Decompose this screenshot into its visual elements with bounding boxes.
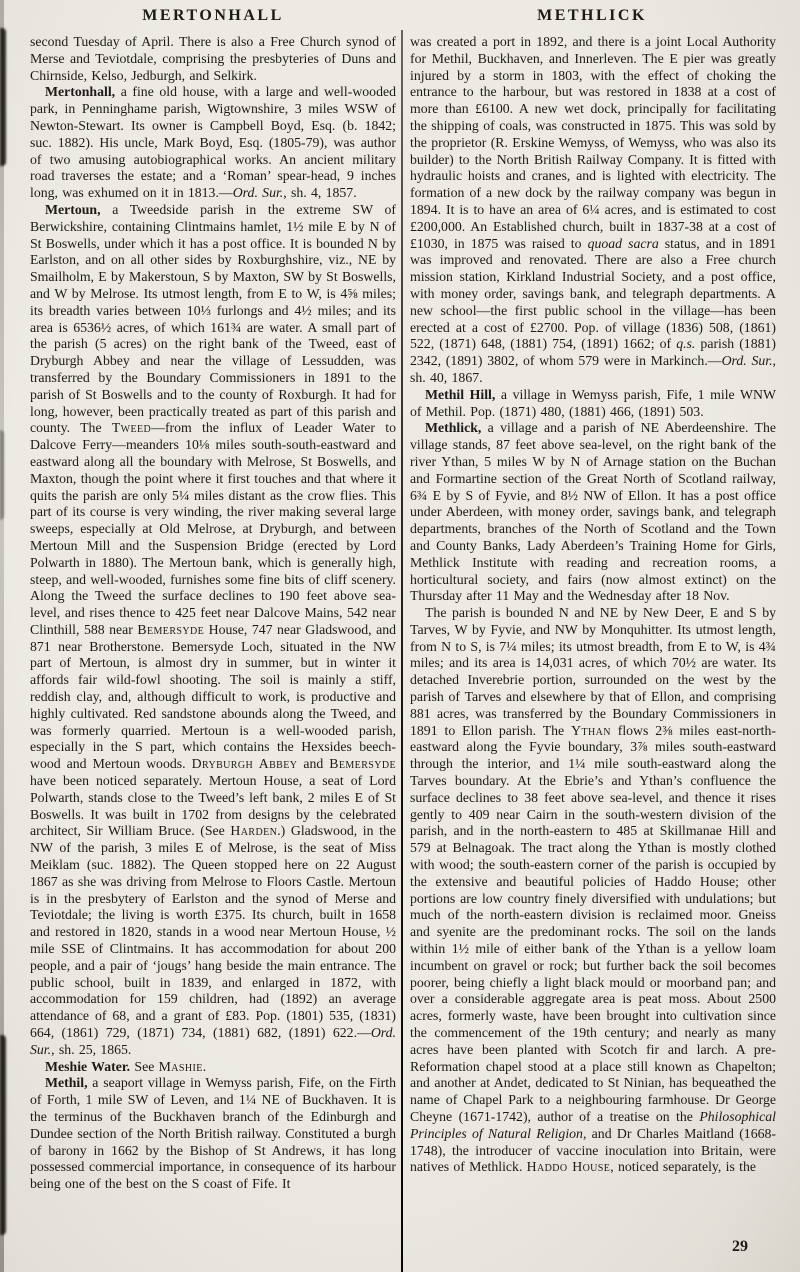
text-run: —from the influx of Leader Water to Dalcove Ferry—meanders 10⅛ miles south-south-eastward and eastward along all the boundary with Melrose, St Boswells, and Maxton, though the point where it first touches and that where it quits the parish are only 5¼ miles distant as the crow flies. This part of its course is very winding, the river making several large sweeps, especially at Old Melrose, at Dryburgh, and between Mertoun Mill and the Suspension Bridge (erected by Lord Polwarth in 1880). The Mertoun bank, which is generally high, steep, and well-wooded, furnishes some fine bits of cliff scenery. Along the Tweed the surface declines to 190 feet above sea-level, and rises thence to 425 feet near Dalcove Mains, 542 near Clinthill, 588 near bbox=[30, 420, 396, 637]
text-run: Mertoun, bbox=[45, 201, 101, 217]
text-run: quoad sacra bbox=[587, 235, 659, 251]
text-run: status, and in 1891 was improved and renovated. There are also a Free church mission station, Kirkland Industrial Society, and a post office, with money order, savings bank, and telegraph departments. A new school—the first public school in the village—has been erected at a cost of £2700. Pop. of village (1836) 508, (1861) 522, (1871) 648, (1881) 754, (1891) 1662; of bbox=[410, 235, 776, 352]
text-run: , sh. 25, 1865. bbox=[51, 1041, 132, 1057]
text-run: was created a port in 1892, and there is a joint Local Authority for Methil, Buckhaven, and Innerleven. The E pier was greatly injured by a storm in 1803, with the effect of choking the entrance to the harbour, but was restored in 1838 at a cost of more than £6100. A new wet dock, principally for facilitating the shipping of coals, was constructed in 1875. This was sold by the proprietor (R. Erskine Wemyss, of Wemyss, who was also its builder) to the North British Railway Company. It is fitted with hydraulic hoists and cranes, and is lighted with electricity. The formation of a new dock by the railway company was begun in 1894. It is to have an area of 6¼ acres, and is estimated to cost £200,000. An Established church, built in 1837-38 at a cost of £1030, in 1875 was raised to bbox=[410, 34, 776, 251]
entry-meshie-water bbox=[30, 1059, 396, 1076]
entry-mertonhall bbox=[30, 84, 396, 202]
text-run: a village and a parish of NE Aberdeenshire. The village stands, 87 feet above sea-level, on the right bank of the river Ythan, 5 miles W by N of Arnage station on the Buchan and Formartine section of the Great North of Scotland railway, 6¾ E by S of Fyvie, and 8½ NW of Ellon. It has a post office under Aberdeen, with money order, savings bank, and telegraph departments, branches of the North of Scotland and the Town and County Banks, Lady Aberdeen’s Training Home for Girls, Methlick Institute with reading and recreation rooms, a horticultural society, and fairs (now almost extinct) on the Thursday after 11 May and the Wednesday after 18 Nov. bbox=[410, 420, 776, 604]
text-run: Ord. Sur. bbox=[30, 1025, 396, 1057]
text-run: Bemersyde bbox=[329, 756, 396, 772]
text-run: Ord. Sur. bbox=[232, 185, 284, 201]
text-run: a fine old house, with a large and well-wooded park, in Penninghame parish, Wigtownshire, 3 miles WSW of Newton-Stewart. Its owner is Campbell Boyd, Esq. (b. 1842; suc. 1882). His uncle, Mark Boyd, Esq. (1805-79), was author of two amusing autobiographical works. An ancient military road traverses the estate; and a ‘Roman’ spear-head, 9 inches long, was exhumed on it in 1813.— bbox=[30, 84, 396, 201]
entry-methil bbox=[30, 1075, 396, 1193]
text-run: Haddo House bbox=[526, 1159, 611, 1175]
page-number: 29 bbox=[732, 1238, 748, 1255]
text-run: Mashie bbox=[158, 1058, 203, 1074]
text-run: parish (1881) 2342, (1891) 3802, of whom 579 were in Markinch.— bbox=[410, 336, 776, 369]
text-run: a seaport village in Wemyss parish, Fife, on the Firth of Forth, 1 mile SW of Leven, and 1¼ NE of Buckhaven. It is the terminus of the Buckhaven branch of the Edinburgh and Dundee section of the North British railway. Constituted a burgh of barony in 1662 by the Bishop of St Andrews, it has long possessed commercial importance, in consequence of its harbour being one of the best on the S coast of Fife. It bbox=[30, 1075, 396, 1192]
column-left bbox=[30, 34, 396, 1266]
text-run: The parish is bounded N and NE by New Deer, E and S by Tarves, W by Fyvie, and NW by Monquhitter. Its utmost length, from N to S, is 7¼ miles; its utmost breadth, from E to W, is 4¾ miles; and its area is 14,031 acres, of which 70½ are water. Its detached Inverebrie portion, surrounded on the west by the parish of Tarves and elsewhere by that of Ellon, and comprising 881 acres, was transferred by the Boundary Commissioners in 1891 to Ellon parish. The bbox=[410, 605, 776, 738]
column-divider bbox=[401, 30, 403, 1272]
text-run: Philosophical Principles of Natural Religion bbox=[410, 1109, 776, 1141]
continuation-mertonhall-presbytery bbox=[30, 34, 396, 84]
text-run: , sh. 40, 1867. bbox=[410, 353, 776, 385]
text-run: , sh. 4, 1857. bbox=[283, 185, 357, 201]
running-head-left: MERTONHALL bbox=[142, 7, 284, 24]
text-run: See bbox=[130, 1058, 159, 1074]
text-run: , noticed separately, is the bbox=[610, 1159, 756, 1175]
entry-methlick bbox=[410, 420, 776, 605]
text-run: House, 747 near Gladswood, and 871 near Brotherstone. Bemersyde Loch, situated in the NW part of Mertoun, is almost dry in summer, but in winter it affords fair wild-fowl shooting. The soil is mainly a stiff, reddish clay, and, although difficult to work, is productive and highly cultivated. Red sandstone abounds along the Tweed, and was formerly quarried. Mertoun is a well-wooded parish, especially in the S part, which contains the Hexsides beech-wood and Mertoun woods. bbox=[30, 621, 396, 772]
scan-smudge-top bbox=[0, 28, 6, 166]
methlick-parish-paragraph bbox=[410, 605, 776, 1176]
text-run: Dryburgh Abbey bbox=[191, 756, 298, 772]
text-run: a Tweedside parish in the extreme SW of Berwickshire, containing Clintmains hamlet, 1½ mile E by N of St Boswells, under which it has a post office. It is bounded N by Earlston, and on all other sides by Roxburghshire, viz., NE by Smailholm, E by Makerstoun, S by Maxton, SW by St Boswells, and W by Melrose. Its utmost length, from E to W, is 4⅝ miles; its breadth varies between 10⅓ furlongs and 4½ miles; and its area is 6536½ acres, of which 161¾ are water. A small part of the parish (5 acres) on the right bank of the Tweed, east of Dryburgh Abbey and near the village of Lessudden, was transferred by the Boundary Commissioners in 1891 to the parish of St Boswells and to the county of Roxburgh. It had for long, however, been practically treated as part of this parish and county. The bbox=[30, 201, 396, 436]
text-run: Mertonhall, bbox=[45, 84, 116, 100]
text-run: , and Dr Charles Maitland (1668-1748), the introducer of vaccine inoculation into Britain, were natives of Methlick. bbox=[410, 1125, 776, 1175]
text-run: . bbox=[202, 1058, 207, 1074]
text-run: Tweed bbox=[111, 420, 152, 436]
text-run: Bemersyde bbox=[137, 621, 205, 637]
text-run: .) Gladswood, in the NW of the parish, 3 miles E of Melrose, is the seat of Miss Meiklam (suc. 1882). The Queen stopped here on 22 August 1867 as she was driving from Melrose to Floors Castle. Mertoun is in the presbytery of Earlston and the synod of Merse and Teviotdale; the living is worth £375. Its church, built in 1658 and restored in 1820, stands in a wood near Mertoun House, ½ mile SSE of Clintmains. It has accommodation for about 200 people, and a pair of ‘jougs’ hang beside the main entrance. The public school, built in 1839, and enlarged in 1872, with accommodation for 159 children, had (1892) an average attendance of 68, and a grant of £83. Pop. (1801) 535, (1831) 664, (1861) 729, (1871) 734, (1881) 682, (1891) 622.— bbox=[30, 823, 396, 1041]
column-right bbox=[410, 34, 776, 1236]
text-run: a village in Wemyss parish, Fife, 1 mile WNW of Methil. Pop. (1871) 480, (1881) 466, (1891) 503. bbox=[410, 386, 776, 419]
text-run: and bbox=[297, 756, 330, 772]
entry-mertoun bbox=[30, 202, 396, 1059]
text-run: second Tuesday of April. There is also a Free Church synod of Merse and Teviotdale, comprising the presbyteries of Duns and Chirnside, Kelso, Jedburgh, and Selkirk. bbox=[30, 34, 396, 83]
text-run: q.s. bbox=[676, 336, 696, 352]
running-head-right: METHLICK bbox=[537, 7, 647, 24]
text-run: Ythan bbox=[571, 722, 611, 738]
text-run: Methil, bbox=[45, 1075, 88, 1091]
text-run: Harden bbox=[230, 823, 278, 839]
text-run: Methil Hill, bbox=[425, 386, 496, 402]
scan-smudge-middle bbox=[0, 430, 4, 520]
text-run: Methlick, bbox=[425, 420, 482, 436]
text-run: Ord. Sur. bbox=[721, 353, 773, 369]
text-run: Meshie Water. bbox=[45, 1058, 131, 1074]
continuation-entry-methil bbox=[410, 34, 776, 387]
scan-smudge-bottom bbox=[0, 1035, 6, 1235]
text-run: have been noticed separately. Mertoun House, a seat of Lord Polwarth, stands close to the Tweed’s left bank, 2 miles E of St Boswells. It was built in 1702 from designs by the celebrated architect, Sir William Bruce. (See bbox=[30, 773, 396, 839]
text-run: flows 2⅜ miles east-north-eastward along the Fyvie boundary, 3⅞ miles south-eastward through the interior, and 1¼ mile south-eastward along the Tarves boundary. At the Ebrie’s and Ythan’s confluence the surface declines to 38 feet above sea-level, and thence it rises gently to 409 near Cairn in the south-western division of the parish, and in the north-eastern to 485 at Skillmanae Hill and 579 at Belnagoak. The tract along the Ythan is mostly clothed with wood; the south-eastern corner of the parish is occupied by the extensive and beautiful policies of Haddo House; other portions are low country finely diversified with undulations; but much of the north-eastern division is reclaimed moor. Gneiss and syenite are the predominant rocks. The soil on the lands within 1½ mile of either bank of the Ythan is a yellow loam incumbent on gravel or rock; but further back the soil becomes poorer, being chiefly a light black mould or moorband pan; and over a considerable aggregate area is peat moss. About 2500 acres, formerly waste, have been brought into cultivation since the commencement of the 19th century; and nearly as many acres have been planted with Scotch fir and larch. A pre-Reformation chapel stood at a place still known as Chapelton; and another at Andet, dedicated to St Ninian, has bequeathed the name of Chapel Park to a neighbouring farmhouse. Dr George Cheyne (1671-1742), author of a treatise on the bbox=[410, 722, 776, 1124]
entry-methil-hill bbox=[410, 387, 776, 421]
